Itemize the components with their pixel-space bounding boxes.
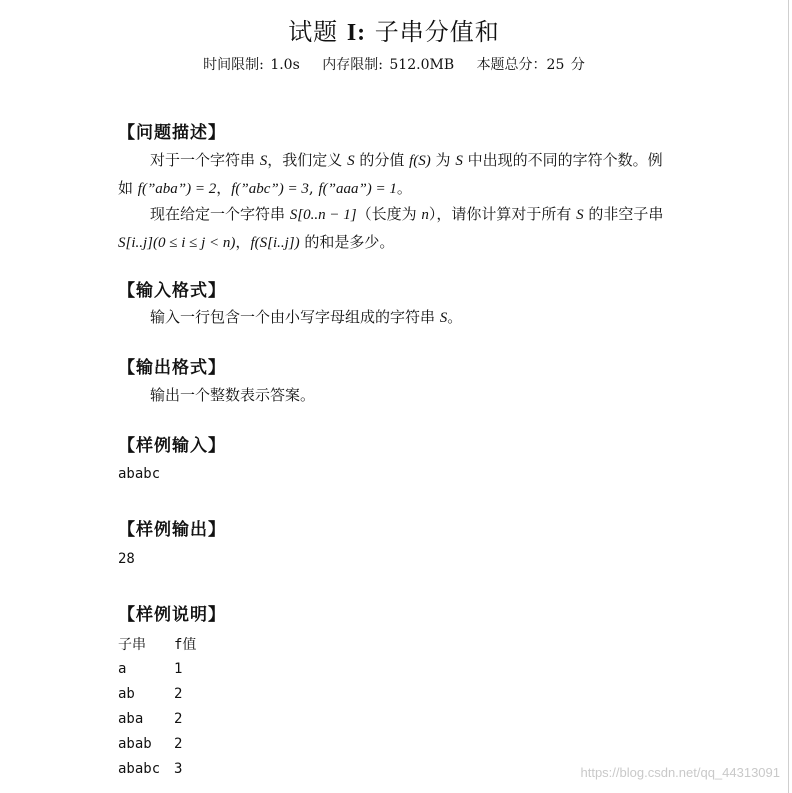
text: 对于一个字符串 bbox=[150, 151, 260, 169]
section-description-title: 【问题描述】 bbox=[118, 123, 226, 143]
output-format-text: 输出一个整数表示答案。 bbox=[150, 386, 316, 404]
limits-line bbox=[0, 54, 788, 74]
text: （长度为 bbox=[356, 205, 422, 223]
watermark: https://blog.csdn.net/qq_44313091 bbox=[580, 765, 780, 780]
cell-f-value: 3 bbox=[174, 761, 183, 777]
math-example-1: f(”aba”) = 2 bbox=[137, 181, 217, 197]
table-row bbox=[118, 736, 182, 752]
math-S: S bbox=[576, 207, 584, 223]
math-S: S bbox=[439, 310, 448, 326]
text: ， bbox=[235, 233, 251, 251]
math-n: n bbox=[421, 207, 429, 223]
cell-f-value: 1 bbox=[174, 661, 183, 677]
text: 的和是多少。 bbox=[299, 233, 395, 251]
cell-substring: aba bbox=[118, 711, 144, 727]
memory-limit: 内存限制: 512.0MB bbox=[322, 57, 455, 73]
header-f-value: f值 bbox=[174, 637, 197, 653]
table-row bbox=[118, 686, 182, 702]
text: ，我们定义 bbox=[267, 151, 348, 169]
math-S: S bbox=[455, 153, 463, 169]
math-f-substring: f(S[i..j]) bbox=[250, 235, 300, 251]
math-example-2: f(”abc”) = 3 bbox=[231, 181, 309, 197]
total-score: 本题总分：25 分 bbox=[476, 57, 585, 73]
cell-substring: ababc bbox=[118, 761, 161, 777]
section-sample-explanation-title: 【样例说明】 bbox=[118, 605, 226, 625]
title-name: 子串分值和 bbox=[366, 18, 500, 46]
time-limit: 时间限制: 1.0s bbox=[203, 57, 300, 73]
sample-input-code: ababc bbox=[118, 466, 161, 482]
text: ， bbox=[216, 179, 232, 197]
cell-f-value: 2 bbox=[174, 711, 183, 727]
math-substring: S[i..j](0 ≤ i ≤ j < n) bbox=[118, 235, 236, 251]
math-example-3: f(”aaa”) = 1 bbox=[318, 181, 397, 197]
cell-substring: abab bbox=[118, 736, 152, 752]
description-paragraph-2 bbox=[118, 201, 674, 257]
cell-f-value: 2 bbox=[174, 736, 183, 752]
text: 的非空子串 bbox=[583, 205, 664, 223]
title-number: I: bbox=[346, 20, 367, 46]
text: 。 bbox=[396, 179, 412, 197]
sample-output-code: 28 bbox=[118, 551, 135, 567]
text: 。 bbox=[447, 308, 463, 326]
description-paragraph-1 bbox=[118, 147, 674, 203]
text: ），请你计算对于所有 bbox=[428, 205, 577, 223]
table-row bbox=[118, 761, 182, 777]
math-fS: f(S) bbox=[409, 153, 431, 169]
header-substring: 子串 bbox=[118, 637, 146, 653]
text: 中出现的不同的字符个数。例如 bbox=[118, 151, 663, 197]
table-row bbox=[118, 661, 182, 677]
section-sample-output-title: 【样例输出】 bbox=[118, 520, 226, 540]
text: 的分值 bbox=[354, 151, 410, 169]
section-input-format-title: 【输入格式】 bbox=[118, 281, 226, 301]
cell-substring: ab bbox=[118, 686, 135, 702]
section-sample-input-title: 【样例输入】 bbox=[118, 436, 226, 456]
text: 现在给定一个字符串 bbox=[150, 205, 290, 223]
math-S-range: S[0..n − 1] bbox=[289, 207, 357, 223]
section-output-format-title: 【输出格式】 bbox=[118, 358, 226, 378]
title-prefix: 试题 bbox=[288, 18, 347, 46]
text: 输入一行包含一个由小写字母组成的字符串 bbox=[150, 308, 440, 326]
input-format-text bbox=[118, 304, 674, 332]
text: 为 bbox=[430, 151, 456, 169]
text: , bbox=[308, 179, 319, 197]
math-S: S bbox=[347, 153, 355, 169]
math-S: S bbox=[259, 153, 268, 169]
cell-substring: a bbox=[118, 661, 127, 677]
table-row bbox=[118, 711, 182, 727]
problem-title bbox=[0, 12, 788, 47]
explanation-header-row bbox=[118, 634, 196, 654]
cell-f-value: 2 bbox=[174, 686, 183, 702]
